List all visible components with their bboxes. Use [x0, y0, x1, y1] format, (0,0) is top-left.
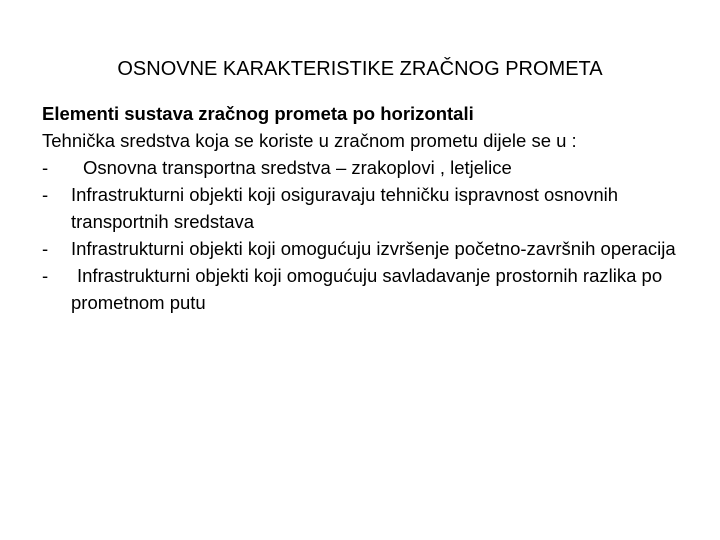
list-item: [42, 181, 702, 235]
slide-content: [42, 100, 702, 316]
bullet-dash: -: [42, 265, 49, 286]
bullet-list: [42, 154, 702, 316]
slide-title: OSNOVNE KARAKTERISTIKE ZRAČNOG PROMETA: [117, 58, 603, 80]
list-item-text: Osnovna transportna sredstva – zrakoplovi , letjelice: [83, 157, 512, 178]
intro-text: Tehnička sredstva koja se koriste u zračnom prometu dijele se u :: [42, 130, 577, 151]
bullet-dash: -: [42, 184, 49, 205]
slide-subtitle: Elementi sustava zračnog prometa po horizontali: [42, 103, 474, 124]
list-item: [42, 262, 702, 316]
bullet-dash: -: [42, 238, 49, 259]
list-item-text: Infrastrukturni objekti koji omogućuju izvršenje početno-završnih operacija: [71, 238, 676, 259]
list-item: [42, 235, 702, 262]
list-item-text: Infrastrukturni objekti koji osiguravaju tehničku ispravnost osnovnih transportnih sredstava: [71, 184, 619, 232]
bullet-dash: -: [42, 157, 49, 178]
list-item: [42, 154, 702, 181]
list-item-text: Infrastrukturni objekti koji omogućuju savladavanje prostornih razlika po prometnom putu: [71, 265, 663, 313]
